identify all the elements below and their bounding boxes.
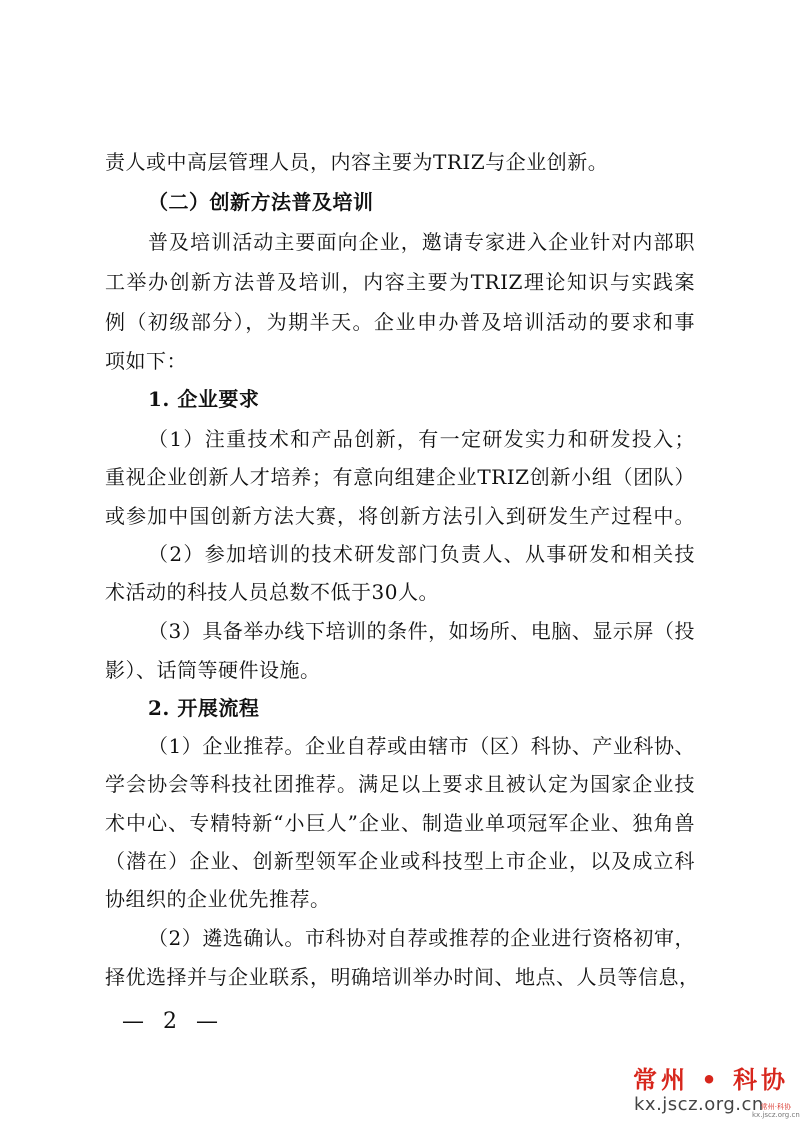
section-heading-2: （二）创新方法普及培训 [148, 190, 374, 214]
subheading-requirements: 1. 企业要求 [148, 387, 260, 411]
body-line-4: 工举办创新方法普及培训，内容主要为TRIZ理论知识与实践案 [105, 270, 695, 294]
body-line-19: （潜在）企业、创新型领军企业或科技型上市企业，以及成立科 [105, 849, 695, 873]
watermark-small-brand: 常州·科协 [760, 1103, 791, 1111]
body-line-14: 影）、话筒等硬件设施。 [105, 658, 321, 682]
body-line-1: 责人或中高层管理人员，内容主要为TRIZ与企业创新。 [105, 150, 609, 174]
page-number: — 2 — [122, 1009, 224, 1034]
body-line-16: （1）企业推荐。企业自荐或由辖市（区）科协、产业科协、 [148, 734, 695, 758]
body-line-11: （2）参加培训的技术研发部门负责人、从事研发和相关技 [148, 542, 695, 566]
body-line-10: 或参加中国创新方法大赛，将创新方法引入到研发生产过程中。 [105, 504, 695, 528]
body-line-13: （3）具备举办线下培训的条件，如场所、电脑、显示屏（投 [148, 619, 695, 643]
watermark-small-logo [752, 1103, 800, 1119]
body-line-6: 项如下： [105, 349, 187, 373]
body-line-3: 普及培训活动主要面向企业，邀请专家进入企业针对内部职 [148, 230, 695, 254]
body-line-17: 学会协会等科技社团推荐。满足以上要求且被认定为国家企业技 [105, 772, 695, 796]
body-line-5: 例（初级部分），为期半天。企业申办普及培训活动的要求和事 [105, 310, 695, 334]
body-line-18: 术中心、专精特新“小巨人”企业、制造业单项冠军企业、独角兽 [105, 811, 695, 835]
body-line-8: （1）注重技术和产品创新，有一定研发实力和研发投入； [148, 427, 695, 451]
watermark-url: kx.jscz.org.cn [634, 1094, 764, 1115]
watermark-brand: 常州 • 科协 [633, 1066, 790, 1094]
body-line-9: 重视企业创新人才培养；有意向组建企业TRIZ创新小组（团队） [105, 465, 695, 489]
body-line-12: 术活动的科技人员总数不低于30人。 [105, 580, 439, 604]
body-line-22: 择优选择并与企业联系，明确培训举办时间、地点、人员等信息， [105, 965, 700, 989]
watermark-small-url: kx.jscz.org.cn [752, 1111, 800, 1119]
body-line-20: 协组织的企业优先推荐。 [105, 887, 331, 911]
body-line-21: （2）遴选确认。市科协对自荐或推荐的企业进行资格初审， [148, 926, 695, 950]
subheading-process: 2. 开展流程 [148, 696, 260, 720]
